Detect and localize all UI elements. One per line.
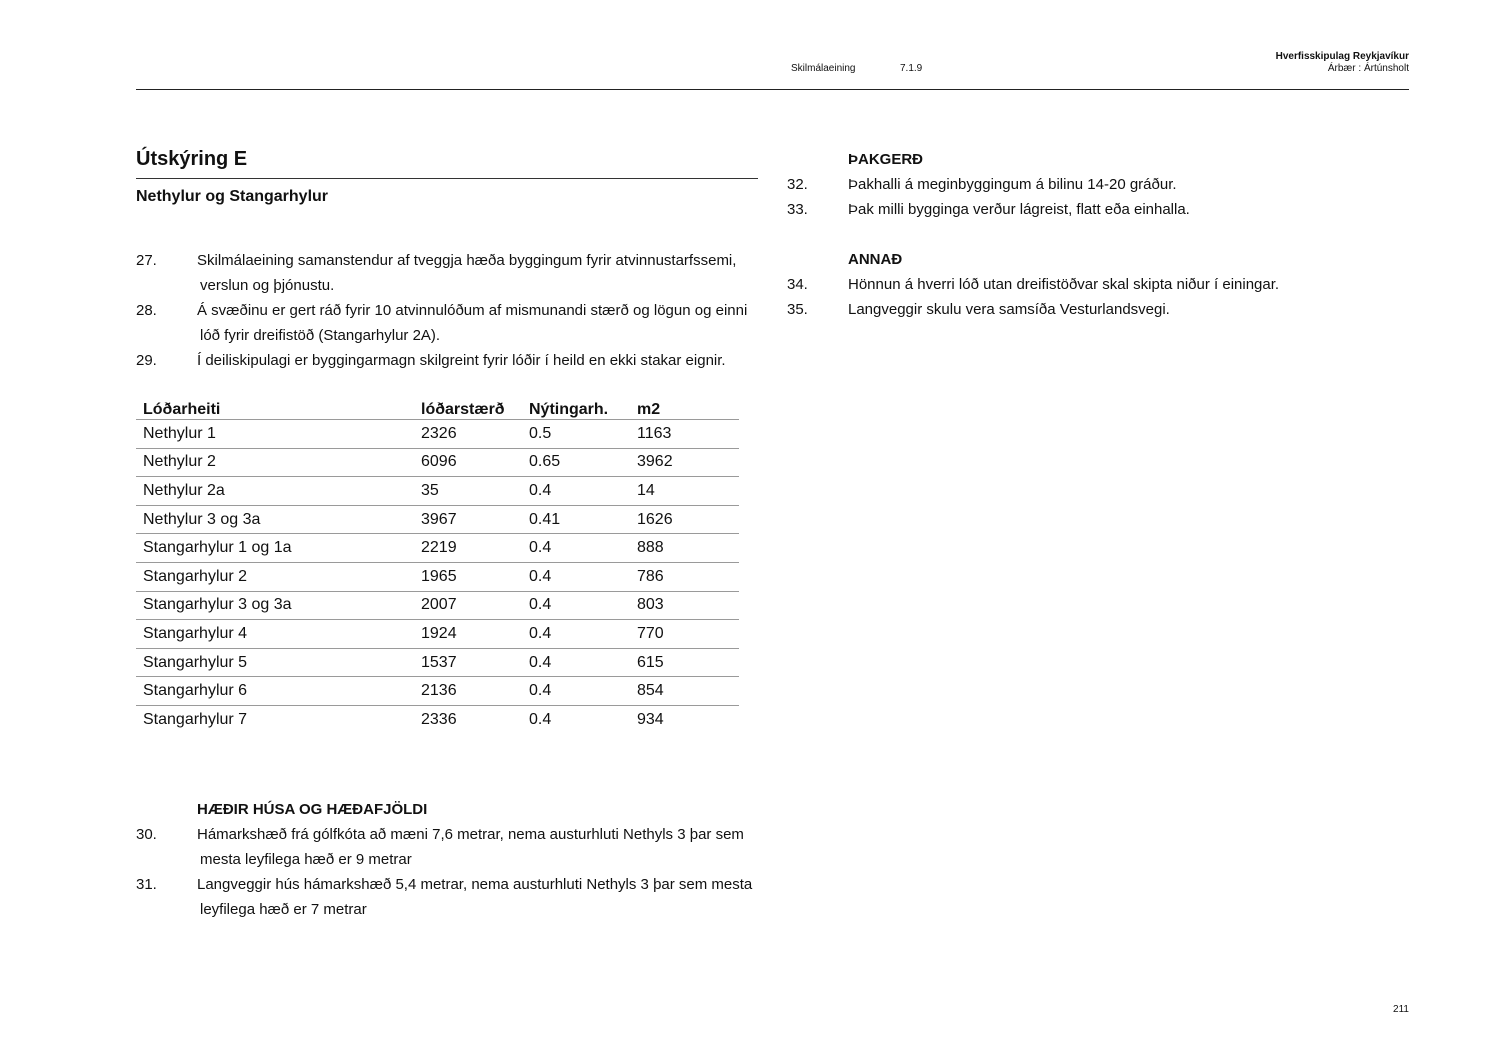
table-row — [136, 648, 739, 677]
cell-ratio: 0.4 — [522, 562, 630, 591]
cell-plot-size: 2336 — [421, 710, 457, 728]
item-number: 27. — [136, 252, 157, 269]
table-row — [136, 705, 739, 733]
item-text: Á svæðinu er gert ráð fyrir 10 atvinnulóðum af mismunandi stærð og lögun og einni lóð fyrir dreifistöð (Stangarhylur 2A). — [197, 302, 748, 344]
cell-m2: 854 — [630, 677, 739, 706]
item-text: Í deiliskipulagi er byggingarmagn skilgreint fyrir lóðir í heild en ekki stakar eignir. — [197, 352, 726, 369]
item-text: Langveggir hús hámarkshæð 5,4 metrar, nema austurhluti Nethyls 3 þar sem mesta leyfilega hæð er 7 metrar — [197, 876, 753, 918]
heights-section — [136, 797, 758, 922]
cell-plot-name: Stangarhylur 4 — [136, 620, 414, 649]
cell-plot-size: 1924 — [414, 620, 522, 649]
cell-m2: 3962 — [630, 448, 739, 477]
cell-plot-name: Nethylur 3 og 3a — [136, 505, 414, 534]
list-item — [136, 298, 758, 348]
roof-heading: ÞAKGERÐ — [848, 151, 924, 168]
cell-plot-size: 35 — [414, 477, 522, 506]
table-row — [136, 505, 739, 534]
header-divider — [136, 89, 1409, 90]
item-text: Hámarkshæð frá gólfkóta að mæni 7,6 metrar, nema austurhluti Nethyls 3 þar sem mesta leyfilega hæð er 9 metrar — [197, 826, 744, 868]
cell-plot-size: 1537 — [414, 648, 522, 677]
roof-section — [787, 147, 1407, 222]
cell-m2: 934 — [637, 710, 664, 728]
heights-heading: HÆÐIR HÚSA OG HÆÐAFJÖLDI — [197, 801, 428, 818]
cell-plot-size: 2219 — [414, 534, 522, 563]
cell-m2: 888 — [630, 534, 739, 563]
header-document-subtitle: Árbær : Ártúnsholt — [1327, 63, 1409, 74]
item-number: 31. — [136, 876, 157, 893]
cell-ratio: 0.4 — [522, 620, 630, 649]
item-number: 35. — [787, 301, 808, 318]
item-text: Hönnun á hverri lóð utan dreifistöðvar skal skipta niður í einingar. — [848, 276, 1280, 293]
list-item — [136, 822, 758, 872]
item-text: Langveggir skulu vera samsíða Vesturlandsvegi. — [848, 301, 1170, 318]
item-number: 30. — [136, 826, 157, 843]
table-row — [136, 534, 739, 563]
cell-m2: 803 — [630, 591, 739, 620]
table-row — [136, 677, 739, 706]
table-row — [136, 562, 739, 591]
header-section-number: 7.1.9 — [900, 63, 923, 74]
cell-plot-size: 6096 — [414, 448, 522, 477]
item-number: 28. — [136, 302, 157, 319]
cell-plot-name: Nethylur 2 — [136, 448, 414, 477]
cell-m2: 14 — [630, 477, 739, 506]
table-row — [136, 448, 739, 477]
list-item — [787, 297, 1407, 322]
cell-plot-name: Nethylur 1 — [136, 420, 414, 449]
column-header-plot-name: Lóðarheiti — [136, 394, 414, 420]
item-number: 34. — [787, 276, 808, 293]
column-header-m2: m2 — [630, 394, 739, 420]
table-row — [136, 591, 739, 620]
list-item — [787, 272, 1407, 297]
item-text: Þak milli bygginga verður lágreist, flatt eða einhalla. — [848, 201, 1190, 218]
item-number: 33. — [787, 201, 808, 218]
table-row — [136, 620, 739, 649]
cell-ratio: 0.4 — [522, 477, 630, 506]
cell-plot-name: Stangarhylur 5 — [136, 648, 414, 677]
table-row — [136, 420, 739, 449]
cell-plot-size: 2326 — [414, 420, 522, 449]
plot-table — [136, 394, 739, 734]
cell-plot-name: Stangarhylur 2 — [136, 562, 414, 591]
cell-ratio: 0.4 — [522, 648, 630, 677]
item-text: Skilmálaeining samanstendur af tveggja hæða byggingum fyrir atvinnustarfssemi, verslun og þjónustu. — [197, 252, 737, 294]
item-text: Þakhalli á meginbyggingum á bilinu 14-20 gráður. — [848, 176, 1177, 193]
left-column — [136, 146, 758, 918]
cell-plot-size: 3967 — [414, 505, 522, 534]
cell-ratio: 0.65 — [522, 448, 630, 477]
cell-ratio: 0.5 — [522, 420, 630, 449]
item-number: 29. — [136, 352, 157, 369]
cell-ratio: 0.4 — [529, 710, 552, 728]
section-title: Útskýring E — [136, 146, 758, 179]
cell-plot-name: Stangarhylur 1 og 1a — [136, 534, 414, 563]
list-item — [136, 348, 758, 373]
list-item — [136, 872, 758, 922]
cell-plot-size: 2136 — [414, 677, 522, 706]
column-header-plot-size: lóðarstærð — [414, 394, 522, 420]
cell-ratio: 0.41 — [522, 505, 630, 534]
header-document-title: Hverfisskipulag Reykjavíkur — [1275, 51, 1409, 62]
header-section-label: Skilmálaeining — [791, 63, 856, 74]
cell-ratio: 0.4 — [522, 534, 630, 563]
page-number: 211 — [1393, 1004, 1409, 1015]
cell-plot-name: Stangarhylur 7 — [143, 710, 248, 728]
cell-plot-name: Stangarhylur 6 — [136, 677, 414, 706]
cell-ratio: 0.4 — [522, 591, 630, 620]
cell-m2: 1626 — [630, 505, 739, 534]
table-body — [136, 420, 739, 734]
intro-items — [136, 248, 758, 373]
cell-plot-size: 1965 — [414, 562, 522, 591]
cell-plot-name: Stangarhylur 3 og 3a — [136, 591, 414, 620]
list-item — [136, 248, 758, 298]
column-header-ratio: Nýtingarh. — [522, 394, 630, 420]
other-heading: ANNAÐ — [848, 251, 903, 268]
cell-plot-name: Nethylur 2a — [136, 477, 414, 506]
cell-m2: 786 — [630, 562, 739, 591]
cell-m2: 615 — [630, 648, 739, 677]
cell-m2: 1163 — [630, 420, 739, 449]
other-section — [787, 247, 1407, 322]
list-item — [787, 172, 1407, 197]
item-number: 32. — [787, 176, 808, 193]
table-header-row — [136, 394, 739, 420]
section-subtitle: Nethylur og Stangarhylur — [136, 188, 329, 205]
list-item — [787, 197, 1407, 222]
cell-ratio: 0.4 — [522, 677, 630, 706]
table-row — [136, 477, 739, 506]
cell-m2: 770 — [630, 620, 739, 649]
cell-plot-size: 2007 — [414, 591, 522, 620]
